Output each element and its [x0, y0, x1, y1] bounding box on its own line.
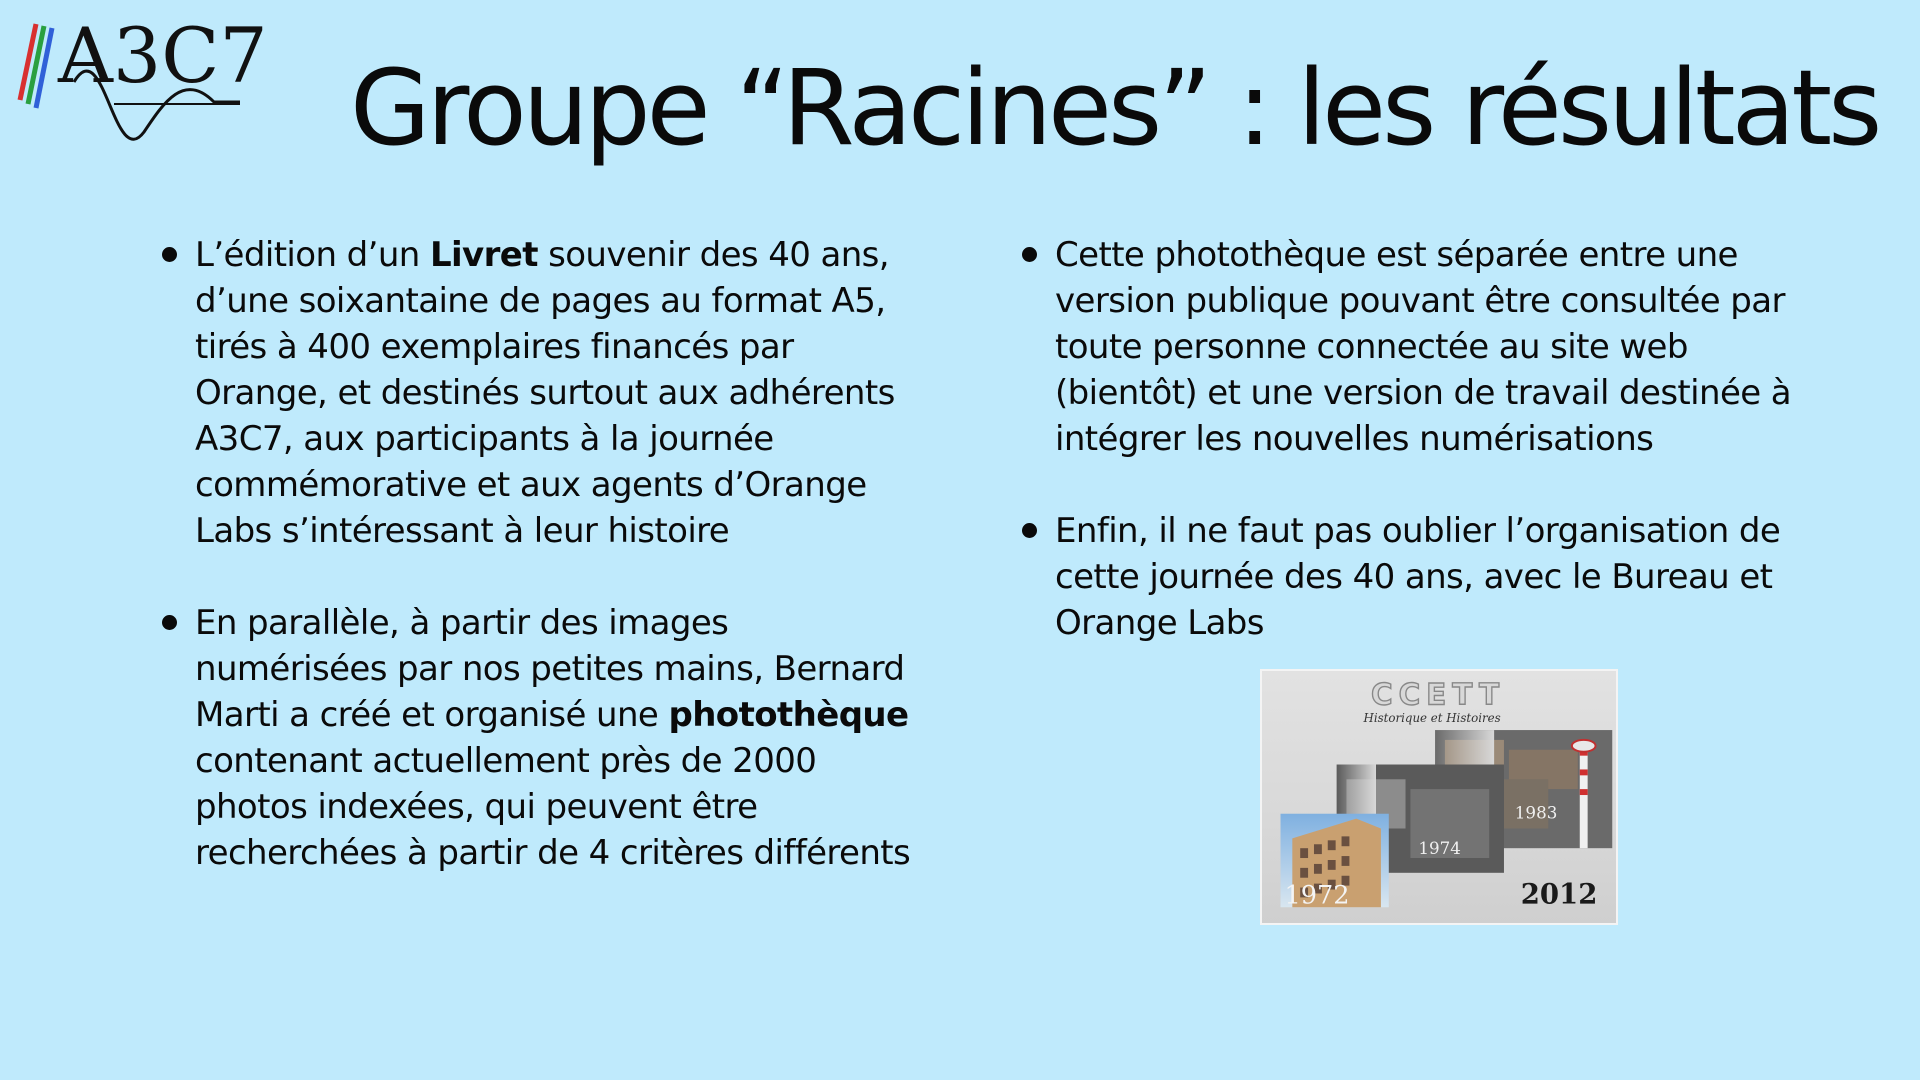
bullet-livret: [160, 232, 920, 554]
year-2012: 2012: [1520, 878, 1598, 911]
bullet-text-bold: photothèque: [668, 695, 909, 735]
collage-heading: CCETT: [1371, 677, 1505, 712]
ccett-collage-image: [1260, 669, 1618, 925]
bullet-text-bold: Livret: [429, 235, 538, 275]
bullet-phototheque: [160, 600, 920, 876]
year-1974: 1974: [1418, 838, 1461, 859]
left-column: [160, 232, 920, 922]
bullet-text-post: souvenir des 40 ans, d’une soixantaine de pages au format A5, tirés à 400 exemplaires financés par Orange, et destinés surtout aux adhérents A3C7, aux participants à la journée commémorative et aux agents d’Orange Labs s’intéressant à leur histoire: [195, 235, 895, 551]
a3c7-logo: [14, 11, 268, 152]
bullet-text-pre: L’édition d’un: [195, 235, 430, 275]
bullet-dot: [162, 615, 177, 630]
collage-subheading: Historique et Histoires: [1363, 711, 1501, 726]
bullet-versions: [1020, 232, 1800, 462]
bullet-dot: [1022, 523, 1037, 538]
bullet-text-pre: En parallèle, à partir des images numérisées par nos petites mains, Bernard Marti a créé et organisé une: [195, 603, 905, 735]
bullet-text: Enfin, il ne faut pas oublier l’organisation de cette journée des 40 ans, avec le Bureau et Orange Labs: [1055, 511, 1781, 643]
bullet-dot: [1022, 247, 1037, 262]
year-1983: 1983: [1514, 802, 1558, 823]
right-column: [1020, 232, 1800, 692]
bullet-journee: [1020, 508, 1800, 646]
bullet-dot: [162, 247, 177, 262]
logo-text: A3C7: [58, 11, 268, 100]
year-1972: 1972: [1284, 880, 1350, 911]
bullet-text-post: contenant actuellement près de 2000 photos indexées, qui peuvent être recherchées à partir de 4 critères différents: [195, 741, 911, 873]
page-title: Groupe “Racines” : les résultats: [350, 47, 1879, 169]
bullet-text: Cette photothèque est séparée entre une version publique pouvant être consultée par toute personne connectée au site web (bientôt) et une version de travail destinée à intégrer les nouvelles numérisations: [1055, 235, 1792, 459]
